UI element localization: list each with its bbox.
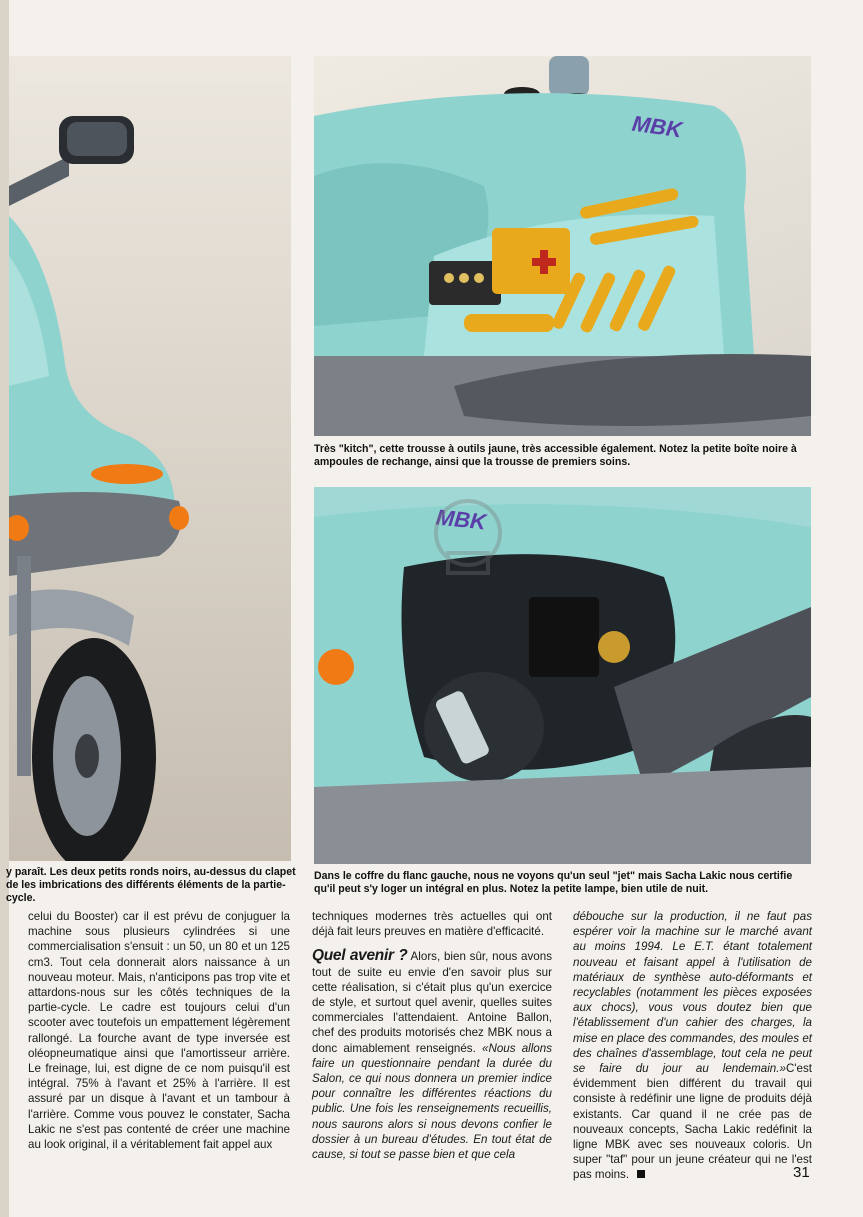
storage-caption: Dans le coffre du flanc gauche, nous ne voyons qu'un seul "jet" mais Sacha Lakic nous certifie qu'il peut s'y loger un intégral en plus. Notez la petite lampe, bien utile de nuit. [314, 870, 793, 895]
mbk-logo-top: MBK [630, 110, 684, 143]
toolkit-photo [314, 56, 811, 436]
left-photo-caption: y paraît. Les deux petits ronds noirs, au-dessus du clapet de les imbrications des différents éléments de la partie-cycle. [6, 866, 296, 904]
toolkit-illustration [314, 56, 811, 436]
storage-compartment-illustration [314, 487, 811, 864]
article-column-2 [312, 909, 552, 1162]
toolkit-caption: Très "kitch", cette trousse à outils jaune, très accessible également. Notez la petite boîte noire à ampoules de rechange, ainsi que la trousse de premiers soins. [314, 443, 797, 468]
storage-compartment-photo [314, 487, 811, 864]
column-2-body: Alors, bien sûr, nous avons tout de suite eu envie d'en savoir plus sur cette réalisation, si c'était plus qu'un exercice de style, et surtout quel avenir, quelles suites commerciales l'attendaient. Antoine Ballon, chef des produits motorisés chez MBK nous a donc aimablement renseignés. [312, 950, 552, 1055]
article-column-3 [573, 909, 812, 1183]
column-3-body: C'est évidemment bien différent du travail qui consiste à redéfinir une ligne de produits déjà existants. Car quand il ne crée pas de nouveaux concepts, Sacha Lakic redéfinit la ligne MBK avec ses nouveaux coloris. Un super "taf" pour un jeune créateur qui ne l'est pas moins. [573, 1062, 812, 1182]
end-of-article-mark [637, 1170, 645, 1178]
column-2-quote: «Nous allons faire un questionnaire pendant la durée du Salon, ce qui nous donnera un premier indice pour connaître les différentes réactions du public. Une fois les renseignements recueillis, nous saurons alors si nous devons confier le dossier à un bureau d'études. En tout état de cause, si tout se passe bien et que cela [312, 1041, 553, 1162]
page-number: 31 [793, 1164, 810, 1181]
column-2-intro: techniques modernes très actuelles qui ont déjà fait leurs preuves en matière d'efficacité. [312, 910, 552, 939]
section-subhead: Quel avenir ? [312, 947, 408, 965]
article-column-1: celui du Booster) car il est prévu de conjuguer la machine sous plusieurs cylindrées si une commercialisation s'ensuit : un 50, un 80 et un 125 cm3. Tout cela donnerait alors naissance à un nouveau moteur. Mais, n'anticipons pas trop vite et attardons-nous sur les côtés techniques de la partie-cycle. Le cadre est toujours celui d'un scooter avec toutefois un empattement légèrement rallongé. La fourche avant de type inversée est oléopneumatique ainsi que l'amortisseur arrière. Le freinage, lui, est digne de ce nom puisqu'il est intégral. 75% à l'avant et 25% à l'arrière. Il est assuré par un disque à l'avant et un tambour à l'arrière. Comme vous pouvez le constater, Sacha Lakic ne s'est pas contenté de créer une machine au look original, il a véritablement fait appel aux [28, 910, 290, 1152]
scooter-front-photo [9, 56, 291, 861]
scooter-front-illustration [9, 56, 291, 861]
page-gutter [0, 0, 9, 1217]
mbk-logo-bottom: MBK [434, 504, 488, 535]
column-3-quote: débouche sur la production, il ne faut pas espérer voir la machine sur le marché avant au moins 1994. Le E.T. étant totalement nouveau et faisant appel à l'utilisation de matériaux de synthèse auto-déformants et recyclables (notamment les pièces exposées aux chocs), vous vous doutez bien que l'établissement d'un cahier des charges, la mise en place des commandes, des moules et des chaînes d'assemblage, tout cela ne peut se faire du jour au lendemain.» [573, 910, 812, 1076]
watermark-icon [428, 495, 508, 577]
